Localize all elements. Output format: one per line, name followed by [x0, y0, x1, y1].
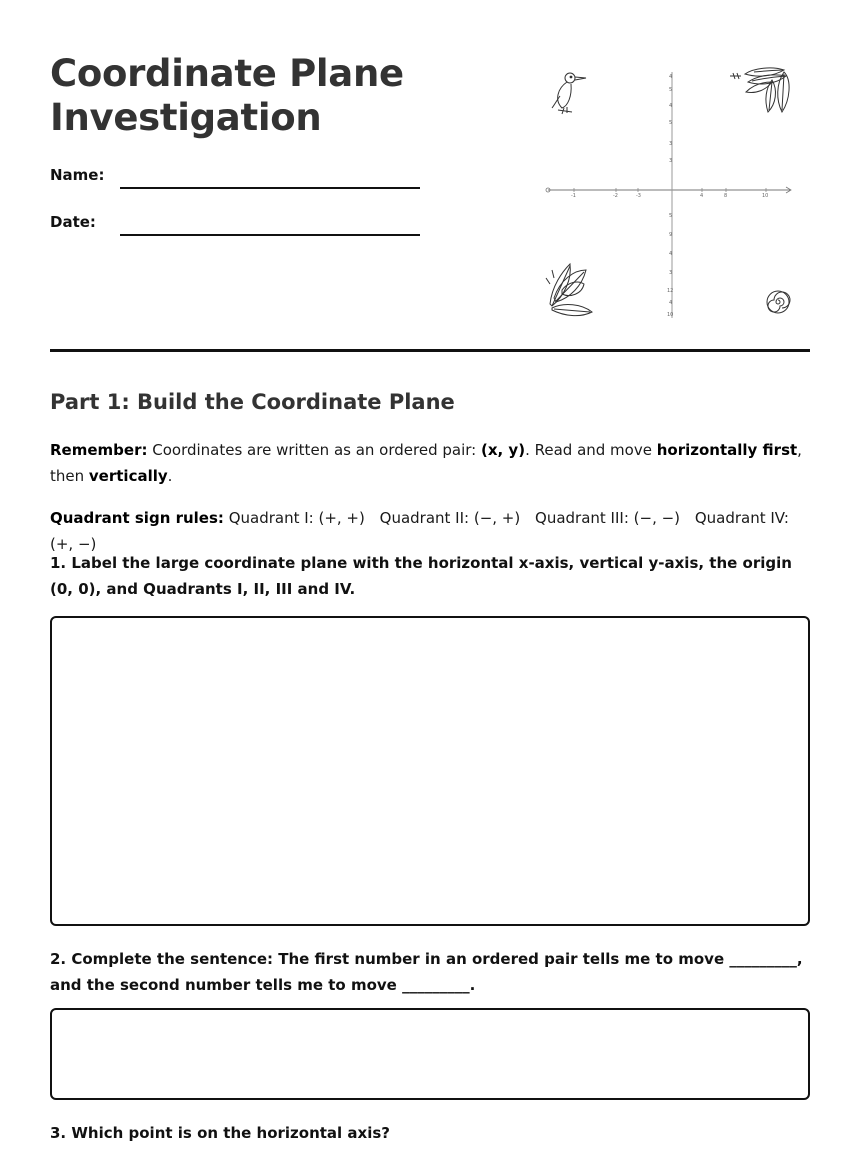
remember-label: Remember:: [50, 441, 148, 459]
x-tick-label: -2: [613, 193, 618, 199]
y-tick-label: 5: [669, 120, 673, 126]
y-tick-label: 12: [667, 288, 674, 294]
bird-icon: [552, 73, 586, 114]
date-label: Date:: [50, 213, 96, 231]
remember-text: Coordinates are written as an ordered pair:: [147, 441, 481, 459]
answer-box-1[interactable]: [50, 616, 810, 926]
remember-emphasis: horizontally first: [656, 441, 798, 459]
remember-emphasis: vertically: [88, 467, 168, 485]
x-tick-label: -1: [571, 193, 576, 199]
y-tick-label: 9: [669, 232, 673, 238]
sign-rules-label: Quadrant sign rules:: [50, 509, 224, 527]
date-field[interactable]: [120, 234, 420, 236]
answer-box-2[interactable]: [50, 1008, 810, 1100]
x-tick-label: 10: [762, 193, 769, 199]
spiral-shell-icon: [767, 291, 790, 313]
ordered-pair: (x, y): [480, 441, 526, 459]
worksheet-title: [50, 52, 404, 140]
coordinate-plane-illustration: [540, 66, 800, 322]
quadrant-1-rule: Quadrant I: (+, +): [228, 509, 365, 527]
y-tick-label: 10: [667, 312, 674, 318]
name-field[interactable]: [120, 187, 420, 189]
title-line-1: Coordinate Plane: [50, 52, 404, 95]
part1-heading: Part 1: Build the Coordinate Plane: [50, 390, 455, 414]
x-tick-label: 8: [724, 193, 728, 199]
y-tick-label: 4: [669, 103, 673, 109]
y-tick-label: 4: [669, 300, 673, 306]
question-2: 2. Complete the sentence: The first number in an ordered pair tells me to move _________, and the second number tells me to move _________.: [50, 950, 803, 994]
name-label: Name:: [50, 166, 105, 184]
y-tick-label: 3: [669, 158, 673, 164]
quadrant-3-rule: Quadrant III: (−, −): [535, 509, 681, 527]
y-tick-label: 4: [669, 74, 673, 80]
remember-note: [50, 437, 810, 489]
feathers-icon: [546, 264, 592, 316]
title-line-2: Investigation: [50, 96, 322, 139]
question-3: 3. Which point is on the horizontal axis?: [50, 1124, 390, 1142]
y-tick-label: 3: [669, 270, 673, 276]
y-tick-label: 5: [669, 87, 673, 93]
remember-text: .: [167, 467, 173, 485]
y-tick-label: 4: [669, 251, 673, 257]
section-divider: [50, 349, 810, 352]
quadrant-4-rule: Quadrant IV: (+, −): [50, 509, 789, 553]
question-1: 1. Label the large coordinate plane with the horizontal x-axis, vertical y-axis, the origin (0, 0), and Quadrants I, II, III and IV.: [50, 554, 792, 598]
x-tick-label: 4: [700, 193, 704, 199]
y-tick-label: 3: [669, 141, 673, 147]
remember-text: , then: [50, 441, 802, 485]
leaves-icon: [730, 68, 789, 112]
remember-text: . Read and move: [525, 441, 657, 459]
y-tick-label: 5: [669, 213, 673, 219]
quadrant-2-rule: Quadrant II: (−, +): [379, 509, 521, 527]
x-tick-label: -3: [636, 193, 641, 199]
